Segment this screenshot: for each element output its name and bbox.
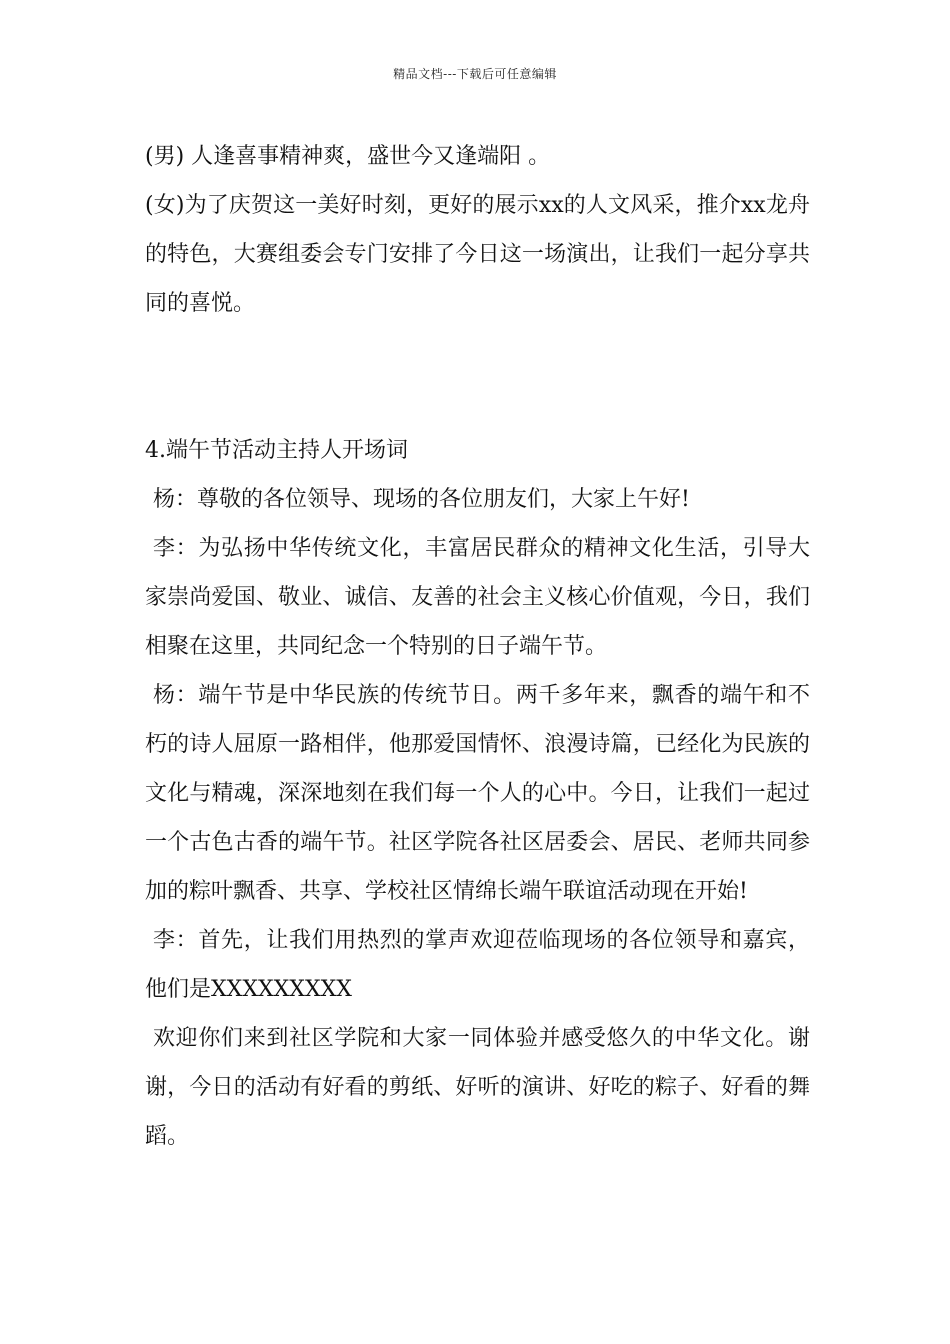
paragraph-closing: 欢迎你们来到社区学院和大家一同体验并感受悠久的中华文化。谢谢，今日的活动有好看的剪纸、好听的演讲、好吃的粽子、好看的舞蹈。 xyxy=(145,1026,810,1149)
section-spacer xyxy=(145,328,810,426)
paragraph-li-welcome: 李：首先，让我们用热烈的掌声欢迎莅临现场的各位领导和嘉宾，他们是XXXXXXXXX xyxy=(145,928,810,1002)
paragraph-yang-festival: 杨：端午节是中华民族的传统节日。两千多年来，飘香的端午和不朽的诗人屈原一路相伴，他那爱国情怀、浪漫诗篇，已经化为民族的文化与精魂，深深地刻在我们每一个人的心中。今日，让我们一起过一个古色古香的端午节。社区学院各社区居委会、居民、老师共同参加的粽叶飘香、共享、学校社区情绵长端午联谊活动现在开始! xyxy=(145,683,810,904)
document-body xyxy=(145,132,810,1161)
paragraph-li-intro: 李：为弘扬中华传统文化，丰富居民群众的精神文化生活，引导大家崇尚爱国、敬业、诚信、友善的社会主义核心价值观，今日，我们相聚在这里，共同纪念一个特别的日子端午节。 xyxy=(145,536,810,659)
paragraph-male-host: (男) 人逢喜事精神爽，盛世今又逢端阳 。 xyxy=(145,144,551,169)
section-heading: 4.端午节活动主持人开场词 xyxy=(145,438,408,463)
page-header: 精品文档---下载后可任意编辑 xyxy=(393,67,557,81)
paragraph-yang-greeting: 杨：尊敬的各位领导、现场的各位朋友们，大家上午好! xyxy=(153,487,690,512)
paragraph-female-host: (女)为了庆贺这一美好时刻，更好的展示xx的人文风采，推介xx龙舟的特色，大赛组委会专门安排了今日这一场演出，让我们一起分享共同的喜悦。 xyxy=(145,193,810,316)
